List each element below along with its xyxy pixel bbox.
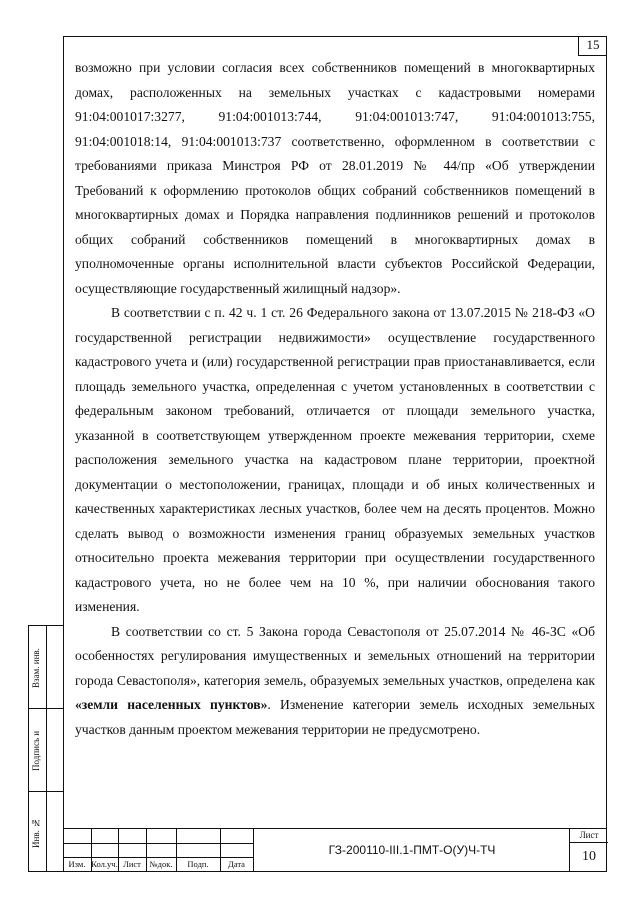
paragraph-text: возможно при условии согласия всех собственников помещений в многоквартирных домах, расположенных на земельных участках с кадастровыми номерами 91:04:001017:3277, 91:04:001013:744, 91:04:001013:747, 91:04:001013:755, 91:04:001018:14, 91:04:001013:737 соответственно, оформленном в соответствии с требованиями приказа Минстроя РФ от 28.01.2019 № 44/пр «Об утверждении Требований к оформлению протоколов общих собраний собственников помещений в многоквартирных домах и Порядка направления подлинников решений и протоколов общих собраний собственников помещений в многоквартирных домах в уполномоченные органы исполнительной власти субъектов Российской Федерации, осуществляющие государственный жилищный надзор».: [75, 60, 595, 296]
document-code: ГЗ-200110-III.1-ПМТ-О(У)Ч-ТЧ: [253, 828, 570, 872]
title-block: [63, 828, 607, 872]
paragraph-text: В соответствии с п. 42 ч. 1 ст. 26 Федерального закона от 13.07.2015 № 218-ФЗ «О государственной регистрации недвижимости» осуществление государственного кадастрового учета и (или) государственной регистрации прав приостанавливается, если площадь земельного участка, определенная с учетом установленных в соответствии с федеральным законом требований, отличается от площади земельного участка, указанной в соответствующем утвержденном проекте межевания территории, схеме расположения земельного участка на кадастровом плане территории, проектной документации о местоположении, границах, площади и об иных количественных и качественных характеристиках лесных участков, более чем на десять процентов. Можно сделать вывод о возможности изменения границ образуемых земельных участков относительно проекта межевания территории при осуществлении государственного кадастрового учета, но не более чем на 10 %, при наличии обоснования такого изменения.: [75, 305, 595, 614]
sheet-number: 10: [582, 849, 596, 864]
paragraph-text: В соответствии со ст. 5 Закона города Севастополя от 25.07.2014 № 46-ЗС «Об особенностях регулирования имущественных и земельных отношений на территории города Севастополя», категория земель, образуемых земельных участков, определена как: [75, 623, 595, 688]
sheet-label: Лист: [570, 828, 608, 843]
bold-text: «земли населенных пунктов»: [75, 697, 268, 712]
revision-grid: [63, 828, 253, 872]
paragraph-text: . Изменение категории земель исходных земельных участков данным проектом межевания территории не предусмотрено.: [75, 697, 596, 737]
paragraph: [75, 301, 595, 620]
side-label-inv-no: Инв. №: [31, 817, 41, 849]
sheet-cell: [569, 828, 608, 872]
caption-list: Лист: [123, 859, 141, 869]
caption-kol-uch: Кол.уч.: [91, 859, 118, 869]
caption-data: Дата: [228, 859, 245, 869]
page-number-top: 15: [578, 36, 607, 56]
paragraph: [75, 56, 595, 301]
side-label-vzam-inv: Взам. инв.: [31, 648, 41, 688]
caption-ndok: №док.: [149, 859, 173, 869]
side-label-podpis: Подпись и: [31, 730, 41, 772]
document-body: [75, 56, 595, 742]
side-stamp: [28, 625, 63, 872]
caption-podp: Подп.: [187, 859, 209, 869]
caption-izm: Изм.: [68, 859, 86, 869]
paragraph: [75, 620, 595, 743]
